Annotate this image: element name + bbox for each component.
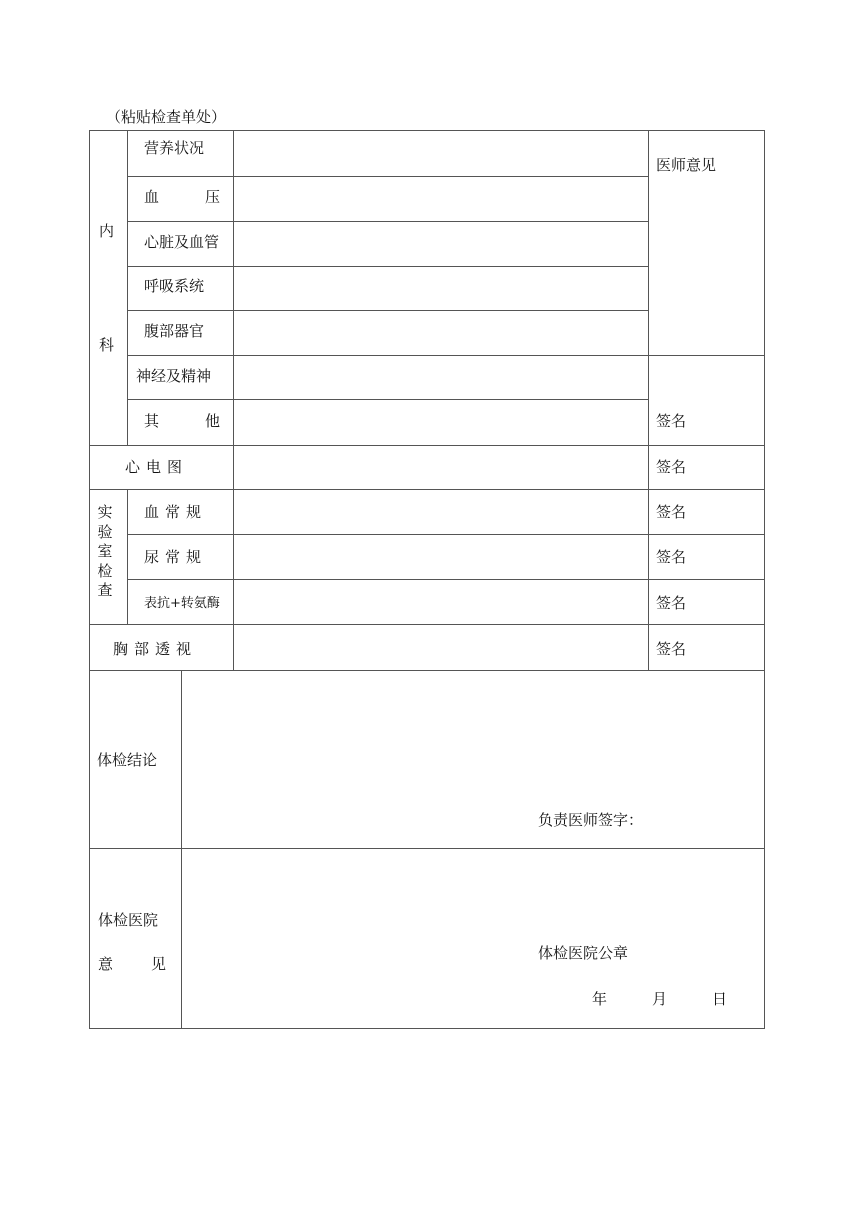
lab-hbsag-alt: 表抗+转氨酶 [144, 596, 220, 611]
hospital-opinion-label-line1: 体检医院 [98, 911, 159, 929]
lab-urine-signature: 签名 [656, 548, 687, 566]
item-heart-vessels: 心脏及血管 [144, 233, 220, 251]
ecg-label: 心电图 [125, 458, 189, 476]
lab-blood-signature: 签名 [656, 503, 687, 521]
date-month: 月 [652, 990, 668, 1008]
internal-medicine-label-bottom: 科 [99, 336, 115, 354]
chest-xray-label: 胸部透视 [113, 640, 198, 658]
internal-medicine-signature: 签名 [656, 412, 687, 430]
conclusion-label: 体检结论 [97, 751, 158, 769]
table-top-border [89, 130, 765, 131]
lab-hbsag-signature: 签名 [656, 594, 687, 612]
item-blood-pressure: 血压 [144, 188, 220, 206]
lab-blood-routine: 血常规 [144, 503, 208, 521]
item-abdominal: 腹部器官 [144, 322, 205, 340]
item-nutrition: 营养状况 [144, 139, 205, 157]
item-respiratory: 呼吸系统 [144, 277, 205, 295]
item-other: 其他 [144, 412, 220, 430]
doctor-opinion-label: 医师意见 [656, 156, 717, 174]
ecg-signature: 签名 [656, 458, 687, 476]
internal-medicine-label-top: 内 [99, 222, 115, 240]
hospital-opinion-label-line2: 意见 [98, 955, 166, 973]
chest-xray-signature: 签名 [656, 640, 687, 658]
conclusion-doctor-sign: 负责医师签字： [538, 811, 644, 829]
paste-note: （粘贴检查单处） [106, 108, 227, 126]
laboratory-label: 实验室检查 [97, 503, 113, 599]
lab-urine-routine: 尿常规 [144, 548, 208, 566]
table-bottom-border [89, 1028, 765, 1029]
hospital-seal: 体检医院公章 [538, 944, 629, 962]
table-left-border [89, 130, 90, 1028]
date-year: 年 [592, 990, 608, 1008]
date-day: 日 [712, 990, 728, 1008]
item-neuro-mental: 神经及精神 [136, 367, 212, 385]
